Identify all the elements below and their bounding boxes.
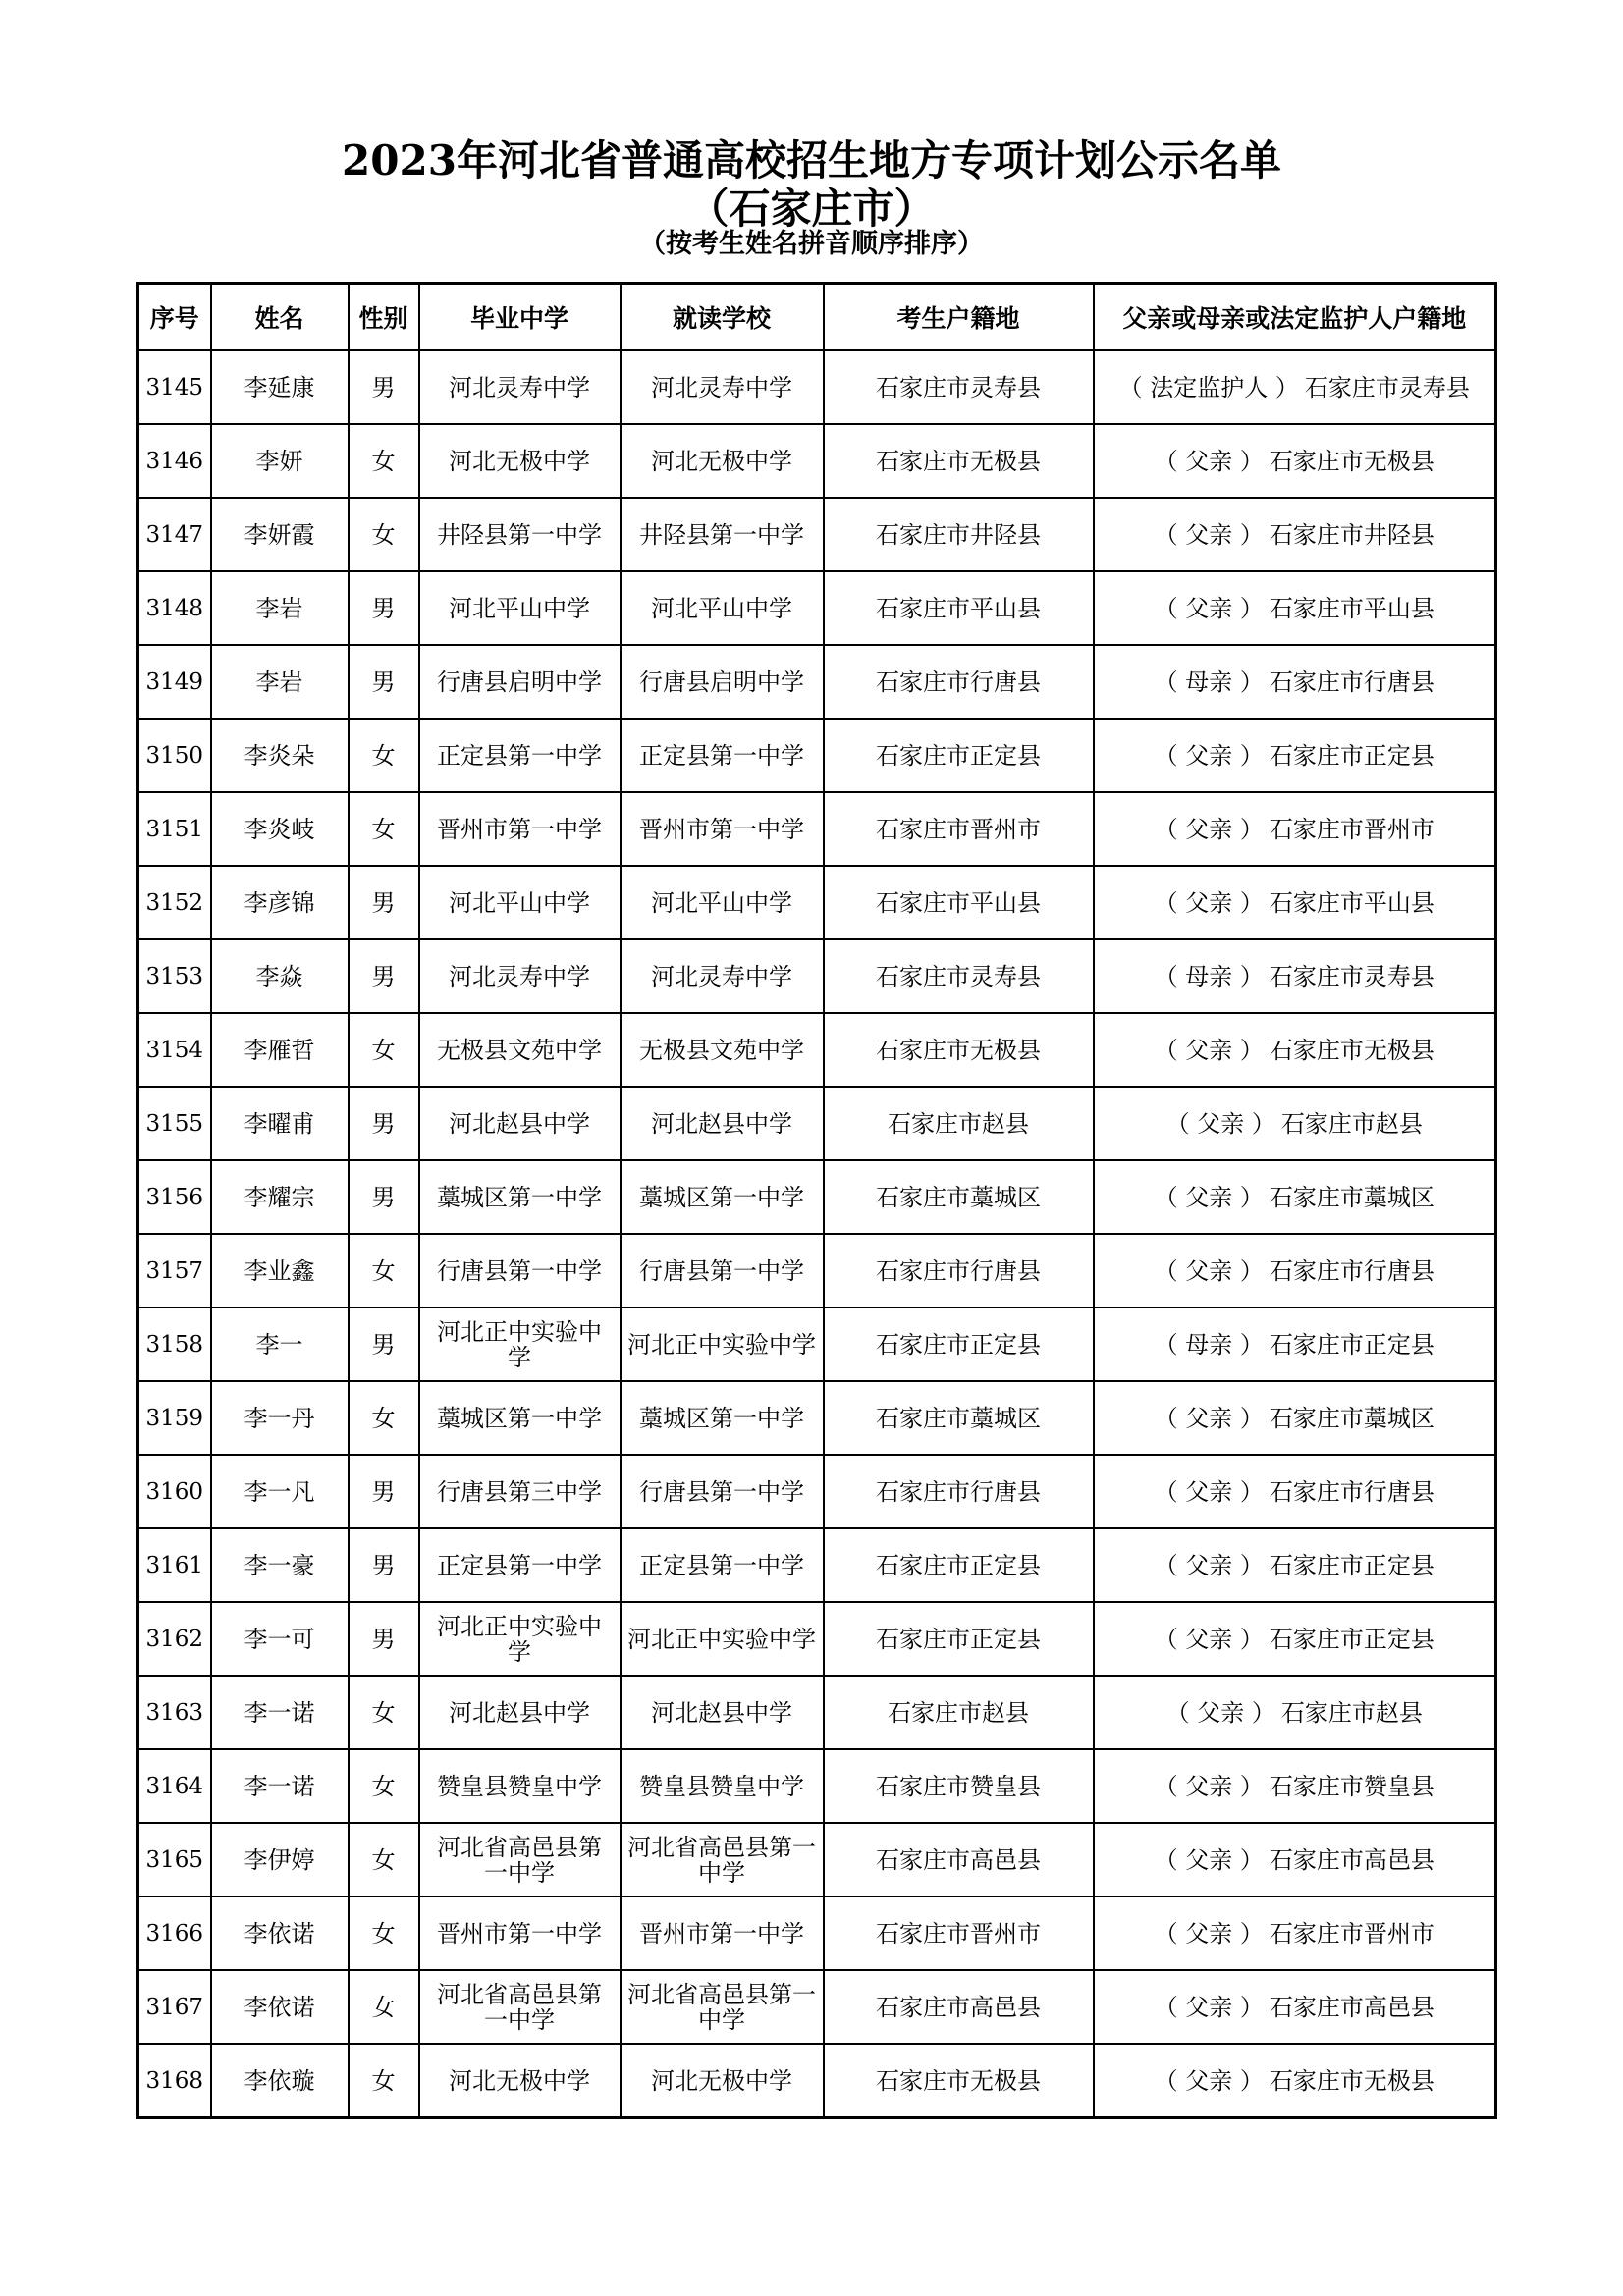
guardian-relation: （ 父亲 ） xyxy=(1154,741,1264,770)
cell-gender: 女 xyxy=(349,1676,419,1749)
table-row xyxy=(138,1896,1496,1970)
table-row xyxy=(138,792,1496,866)
cell-name: 李耀宗 xyxy=(211,1160,349,1234)
guardian-hukou-value: 石家庄市无极县 xyxy=(1269,1036,1434,1064)
page-subtitle: （石家庄市） xyxy=(687,185,936,233)
cell-guardian-hukou xyxy=(1094,1308,1496,1381)
cell-grad-school: 赞皇县赞皇中学 xyxy=(419,1749,621,1823)
cell-grad-school: 正定县第一中学 xyxy=(419,719,621,792)
guardian-relation: （ 父亲 ） xyxy=(1154,2066,1264,2095)
cell-name: 李延康 xyxy=(211,350,349,424)
cell-hukou: 石家庄市正定县 xyxy=(824,719,1094,792)
cell-hukou: 石家庄市井陉县 xyxy=(824,498,1094,571)
table-row xyxy=(138,1749,1496,1823)
cell-hukou: 石家庄市无极县 xyxy=(824,1013,1094,1087)
cell-name: 李炎岐 xyxy=(211,792,349,866)
table-row xyxy=(138,1602,1496,1676)
cell-gender: 女 xyxy=(349,424,419,498)
cell-gender: 女 xyxy=(349,1234,419,1308)
guardian-hukou-value: 石家庄市高邑县 xyxy=(1269,1993,1434,2021)
cell-name: 李一凡 xyxy=(211,1455,349,1528)
cell-seq: 3157 xyxy=(138,1234,211,1308)
cell-current-school: 晋州市第一中学 xyxy=(621,792,824,866)
cell-hukou: 石家庄市赞皇县 xyxy=(824,1749,1094,1823)
cell-name: 李一可 xyxy=(211,1602,349,1676)
guardian-hukou-value: 石家庄市藁城区 xyxy=(1269,1404,1434,1432)
table-row xyxy=(138,424,1496,498)
table-row xyxy=(138,1455,1496,1528)
guardian-hukou-value: 石家庄市行唐县 xyxy=(1269,667,1434,696)
cell-guardian-hukou xyxy=(1094,1602,1496,1676)
table-row xyxy=(138,350,1496,424)
cell-seq: 3151 xyxy=(138,792,211,866)
cell-seq: 3162 xyxy=(138,1602,211,1676)
header-gender: 性别 xyxy=(349,284,419,351)
guardian-hukou-value: 石家庄市赵县 xyxy=(1280,1109,1423,1138)
cell-grad-school: 河北省高邑县第一中学 xyxy=(419,1970,621,2044)
cell-hukou: 石家庄市平山县 xyxy=(824,866,1094,939)
cell-gender: 男 xyxy=(349,645,419,719)
cell-name: 李岩 xyxy=(211,645,349,719)
cell-guardian-hukou xyxy=(1094,866,1496,939)
cell-name: 李业鑫 xyxy=(211,1234,349,1308)
guardian-relation: （ 父亲 ） xyxy=(1154,1772,1264,1800)
guardian-relation: （ 父亲 ） xyxy=(1154,1993,1264,2021)
cell-grad-school: 河北赵县中学 xyxy=(419,1087,621,1160)
table-row xyxy=(138,939,1496,1013)
cell-name: 李依诺 xyxy=(211,1970,349,2044)
cell-seq: 3148 xyxy=(138,571,211,645)
cell-guardian-hukou xyxy=(1094,1970,1496,2044)
guardian-relation: （ 父亲 ） xyxy=(1154,594,1264,622)
table-row xyxy=(138,1308,1496,1381)
guardian-relation: （ 父亲 ） xyxy=(1154,1919,1264,1948)
cell-guardian-hukou xyxy=(1094,1896,1496,1970)
guardian-hukou-value: 石家庄市正定县 xyxy=(1269,1551,1434,1579)
cell-seq: 3150 xyxy=(138,719,211,792)
cell-grad-school: 正定县第一中学 xyxy=(419,1528,621,1602)
cell-grad-school: 河北灵寿中学 xyxy=(419,939,621,1013)
table-row xyxy=(138,1381,1496,1455)
cell-hukou: 石家庄市藁城区 xyxy=(824,1160,1094,1234)
table-header-row xyxy=(138,284,1496,351)
table-row xyxy=(138,645,1496,719)
cell-current-school: 赞皇县赞皇中学 xyxy=(621,1749,824,1823)
cell-current-school: 河北无极中学 xyxy=(621,424,824,498)
header-seq: 序号 xyxy=(138,284,211,351)
cell-current-school: 藁城区第一中学 xyxy=(621,1160,824,1234)
guardian-hukou-value: 石家庄市晋州市 xyxy=(1269,815,1434,843)
cell-guardian-hukou xyxy=(1094,1455,1496,1528)
cell-hukou: 石家庄市行唐县 xyxy=(824,1455,1094,1528)
cell-guardian-hukou xyxy=(1094,2044,1496,2118)
cell-guardian-hukou xyxy=(1094,1160,1496,1234)
cell-gender: 男 xyxy=(349,1602,419,1676)
guardian-hukou-value: 石家庄市灵寿县 xyxy=(1269,962,1434,990)
cell-grad-school: 河北平山中学 xyxy=(419,571,621,645)
cell-grad-school: 藁城区第一中学 xyxy=(419,1160,621,1234)
cell-hukou: 石家庄市灵寿县 xyxy=(824,350,1094,424)
cell-guardian-hukou xyxy=(1094,1749,1496,1823)
cell-gender: 女 xyxy=(349,1970,419,2044)
cell-current-school: 河北省高邑县第一中学 xyxy=(621,1970,824,2044)
cell-current-school: 河北无极中学 xyxy=(621,2044,824,2118)
cell-gender: 女 xyxy=(349,792,419,866)
cell-current-school: 晋州市第一中学 xyxy=(621,1896,824,1970)
cell-gender: 女 xyxy=(349,498,419,571)
cell-seq: 3164 xyxy=(138,1749,211,1823)
cell-name: 李一诺 xyxy=(211,1676,349,1749)
cell-hukou: 石家庄市无极县 xyxy=(824,2044,1094,2118)
cell-gender: 女 xyxy=(349,1896,419,1970)
guardian-relation: （ 父亲 ） xyxy=(1154,1551,1264,1579)
cell-current-school: 河北赵县中学 xyxy=(621,1676,824,1749)
cell-name: 李一豪 xyxy=(211,1528,349,1602)
cell-seq: 3155 xyxy=(138,1087,211,1160)
cell-gender: 男 xyxy=(349,571,419,645)
cell-gender: 男 xyxy=(349,1160,419,1234)
cell-seq: 3159 xyxy=(138,1381,211,1455)
cell-hukou: 石家庄市平山县 xyxy=(824,571,1094,645)
table-row xyxy=(138,571,1496,645)
cell-grad-school: 行唐县启明中学 xyxy=(419,645,621,719)
header-current-school: 就读学校 xyxy=(621,284,824,351)
guardian-relation: （ 父亲 ） xyxy=(1154,1404,1264,1432)
cell-grad-school: 行唐县第一中学 xyxy=(419,1234,621,1308)
cell-guardian-hukou xyxy=(1094,939,1496,1013)
cell-guardian-hukou xyxy=(1094,424,1496,498)
cell-name: 李一 xyxy=(211,1308,349,1381)
cell-grad-school: 无极县文苑中学 xyxy=(419,1013,621,1087)
table-row xyxy=(138,1013,1496,1087)
cell-seq: 3146 xyxy=(138,424,211,498)
guardian-hukou-value: 石家庄市井陉县 xyxy=(1269,520,1434,549)
cell-guardian-hukou xyxy=(1094,1528,1496,1602)
cell-hukou: 石家庄市藁城区 xyxy=(824,1381,1094,1455)
guardian-hukou-value: 石家庄市灵寿县 xyxy=(1304,373,1470,401)
cell-seq: 3147 xyxy=(138,498,211,571)
cell-guardian-hukou xyxy=(1094,1234,1496,1308)
cell-grad-school: 行唐县第三中学 xyxy=(419,1455,621,1528)
cell-hukou: 石家庄市晋州市 xyxy=(824,792,1094,866)
cell-grad-school: 藁城区第一中学 xyxy=(419,1381,621,1455)
cell-current-school: 河北平山中学 xyxy=(621,866,824,939)
guardian-relation: （ 父亲 ） xyxy=(1165,1698,1275,1727)
cell-hukou: 石家庄市高邑县 xyxy=(824,1823,1094,1896)
table-row xyxy=(138,1970,1496,2044)
guardian-hukou-value: 石家庄市平山县 xyxy=(1269,594,1434,622)
guardian-relation: （ 父亲 ） xyxy=(1154,1845,1264,1874)
cell-name: 李妍 xyxy=(211,424,349,498)
cell-guardian-hukou xyxy=(1094,498,1496,571)
cell-current-school: 正定县第一中学 xyxy=(621,719,824,792)
cell-hukou: 石家庄市灵寿县 xyxy=(824,939,1094,1013)
guardian-relation: （ 父亲 ） xyxy=(1154,1625,1264,1653)
cell-guardian-hukou xyxy=(1094,719,1496,792)
cell-grad-school: 河北无极中学 xyxy=(419,424,621,498)
cell-gender: 男 xyxy=(349,1455,419,1528)
cell-hukou: 石家庄市高邑县 xyxy=(824,1970,1094,2044)
header-name: 姓名 xyxy=(211,284,349,351)
guardian-hukou-value: 石家庄市藁城区 xyxy=(1269,1183,1434,1211)
cell-current-school: 河北正中实验中学 xyxy=(621,1602,824,1676)
cell-hukou: 石家庄市晋州市 xyxy=(824,1896,1094,1970)
cell-hukou: 石家庄市无极县 xyxy=(824,424,1094,498)
cell-grad-school: 晋州市第一中学 xyxy=(419,1896,621,1970)
guardian-relation: （ 父亲 ） xyxy=(1154,1477,1264,1506)
cell-gender: 男 xyxy=(349,1087,419,1160)
cell-guardian-hukou xyxy=(1094,1676,1496,1749)
guardian-relation: （ 父亲 ） xyxy=(1154,815,1264,843)
guardian-hukou-value: 石家庄市平山县 xyxy=(1269,888,1434,917)
cell-current-school: 井陉县第一中学 xyxy=(621,498,824,571)
guardian-hukou-value: 石家庄市赞皇县 xyxy=(1269,1772,1434,1800)
cell-name: 李依璇 xyxy=(211,2044,349,2118)
cell-gender: 男 xyxy=(349,939,419,1013)
cell-seq: 3152 xyxy=(138,866,211,939)
guardian-relation: （ 母亲 ） xyxy=(1154,962,1264,990)
cell-gender: 女 xyxy=(349,1381,419,1455)
cell-current-school: 河北灵寿中学 xyxy=(621,350,824,424)
guardian-hukou-value: 石家庄市无极县 xyxy=(1269,2066,1434,2095)
cell-current-school: 行唐县启明中学 xyxy=(621,645,824,719)
guardian-relation: （ 父亲 ） xyxy=(1154,888,1264,917)
cell-gender: 男 xyxy=(349,1528,419,1602)
guardian-relation: （ 父亲 ） xyxy=(1165,1109,1275,1138)
cell-current-school: 藁城区第一中学 xyxy=(621,1381,824,1455)
guardian-relation: （ 父亲 ） xyxy=(1154,1036,1264,1064)
guardian-relation: （ 父亲 ） xyxy=(1154,1256,1264,1285)
guardian-hukou-value: 石家庄市无极县 xyxy=(1269,447,1434,475)
cell-current-school: 河北正中实验中学 xyxy=(621,1308,824,1381)
cell-guardian-hukou xyxy=(1094,350,1496,424)
table-row xyxy=(138,1087,1496,1160)
guardian-hukou-value: 石家庄市赵县 xyxy=(1280,1698,1423,1727)
cell-hukou: 石家庄市赵县 xyxy=(824,1676,1094,1749)
cell-grad-school: 河北正中实验中学 xyxy=(419,1308,621,1381)
cell-guardian-hukou xyxy=(1094,1823,1496,1896)
table-row xyxy=(138,2044,1496,2118)
guardian-relation: （ 母亲 ） xyxy=(1154,667,1264,696)
guardian-hukou-value: 石家庄市正定县 xyxy=(1269,741,1434,770)
cell-hukou: 石家庄市正定县 xyxy=(824,1528,1094,1602)
cell-current-school: 正定县第一中学 xyxy=(621,1528,824,1602)
guardian-relation: （ 父亲 ） xyxy=(1154,447,1264,475)
cell-grad-school: 井陉县第一中学 xyxy=(419,498,621,571)
guardian-relation: （ 父亲 ） xyxy=(1154,520,1264,549)
table-row xyxy=(138,1528,1496,1602)
cell-name: 李彦锦 xyxy=(211,866,349,939)
cell-grad-school: 河北正中实验中学 xyxy=(419,1602,621,1676)
guardian-hukou-value: 石家庄市行唐县 xyxy=(1269,1256,1434,1285)
cell-current-school: 河北灵寿中学 xyxy=(621,939,824,1013)
cell-name: 李伊婷 xyxy=(211,1823,349,1896)
cell-seq: 3153 xyxy=(138,939,211,1013)
cell-gender: 女 xyxy=(349,1749,419,1823)
table-row xyxy=(138,1160,1496,1234)
table-row xyxy=(138,1676,1496,1749)
cell-name: 李焱 xyxy=(211,939,349,1013)
guardian-relation: （ 父亲 ） xyxy=(1154,1183,1264,1211)
cell-guardian-hukou xyxy=(1094,792,1496,866)
cell-current-school: 河北平山中学 xyxy=(621,571,824,645)
cell-current-school: 行唐县第一中学 xyxy=(621,1455,824,1528)
roster-table xyxy=(136,282,1497,2119)
header-hukou: 考生户籍地 xyxy=(824,284,1094,351)
cell-seq: 3166 xyxy=(138,1896,211,1970)
guardian-hukou-value: 石家庄市行唐县 xyxy=(1269,1477,1434,1506)
cell-gender: 男 xyxy=(349,866,419,939)
cell-gender: 女 xyxy=(349,1013,419,1087)
cell-gender: 男 xyxy=(349,1308,419,1381)
header-grad-school: 毕业中学 xyxy=(419,284,621,351)
cell-grad-school: 河北灵寿中学 xyxy=(419,350,621,424)
cell-seq: 3167 xyxy=(138,1970,211,2044)
cell-grad-school: 河北省高邑县第一中学 xyxy=(419,1823,621,1896)
cell-gender: 女 xyxy=(349,719,419,792)
cell-seq: 3158 xyxy=(138,1308,211,1381)
cell-hukou: 石家庄市行唐县 xyxy=(824,645,1094,719)
guardian-hukou-value: 石家庄市高邑县 xyxy=(1269,1845,1434,1874)
table-body xyxy=(138,350,1496,2118)
cell-grad-school: 河北无极中学 xyxy=(419,2044,621,2118)
cell-seq: 3156 xyxy=(138,1160,211,1234)
cell-grad-school: 河北赵县中学 xyxy=(419,1676,621,1749)
table-row xyxy=(138,1234,1496,1308)
cell-hukou: 石家庄市正定县 xyxy=(824,1308,1094,1381)
guardian-relation: （ 法定监护人 ） xyxy=(1118,373,1299,401)
cell-seq: 3161 xyxy=(138,1528,211,1602)
cell-name: 李岩 xyxy=(211,571,349,645)
cell-gender: 女 xyxy=(349,1823,419,1896)
guardian-hukou-value: 石家庄市晋州市 xyxy=(1269,1919,1434,1948)
cell-seq: 3149 xyxy=(138,645,211,719)
cell-gender: 女 xyxy=(349,2044,419,2118)
cell-guardian-hukou xyxy=(1094,571,1496,645)
guardian-hukou-value: 石家庄市正定县 xyxy=(1269,1625,1434,1653)
page-title: 2023年河北省普通高校招生地方专项计划公示名单 xyxy=(342,136,1281,185)
cell-guardian-hukou xyxy=(1094,1087,1496,1160)
cell-name: 李曜甫 xyxy=(211,1087,349,1160)
cell-current-school: 无极县文苑中学 xyxy=(621,1013,824,1087)
cell-seq: 3163 xyxy=(138,1676,211,1749)
cell-guardian-hukou xyxy=(1094,645,1496,719)
cell-grad-school: 晋州市第一中学 xyxy=(419,792,621,866)
cell-hukou: 石家庄市行唐县 xyxy=(824,1234,1094,1308)
cell-guardian-hukou xyxy=(1094,1381,1496,1455)
cell-name: 李妍霞 xyxy=(211,498,349,571)
table-row xyxy=(138,719,1496,792)
cell-seq: 3145 xyxy=(138,350,211,424)
cell-grad-school: 河北平山中学 xyxy=(419,866,621,939)
cell-current-school: 河北赵县中学 xyxy=(621,1087,824,1160)
cell-name: 李雁哲 xyxy=(211,1013,349,1087)
cell-seq: 3160 xyxy=(138,1455,211,1528)
guardian-hukou-value: 石家庄市正定县 xyxy=(1269,1330,1434,1359)
cell-seq: 3154 xyxy=(138,1013,211,1087)
cell-seq: 3168 xyxy=(138,2044,211,2118)
cell-name: 李依诺 xyxy=(211,1896,349,1970)
table-row xyxy=(138,1823,1496,1896)
cell-seq: 3165 xyxy=(138,1823,211,1896)
header-guardian-hukou: 父亲或母亲或法定监护人户籍地 xyxy=(1094,284,1496,351)
cell-gender: 男 xyxy=(349,350,419,424)
cell-name: 李一丹 xyxy=(211,1381,349,1455)
cell-current-school: 河北省高邑县第一中学 xyxy=(621,1823,824,1896)
guardian-relation: （ 母亲 ） xyxy=(1154,1330,1264,1359)
cell-hukou: 石家庄市正定县 xyxy=(824,1602,1094,1676)
cell-name: 李一诺 xyxy=(211,1749,349,1823)
cell-guardian-hukou xyxy=(1094,1013,1496,1087)
table-row xyxy=(138,866,1496,939)
sort-note: （按考生姓名拼音顺序排序） xyxy=(639,229,984,259)
cell-current-school: 行唐县第一中学 xyxy=(621,1234,824,1308)
cell-hukou: 石家庄市赵县 xyxy=(824,1087,1094,1160)
table-row xyxy=(138,498,1496,571)
cell-name: 李炎朵 xyxy=(211,719,349,792)
